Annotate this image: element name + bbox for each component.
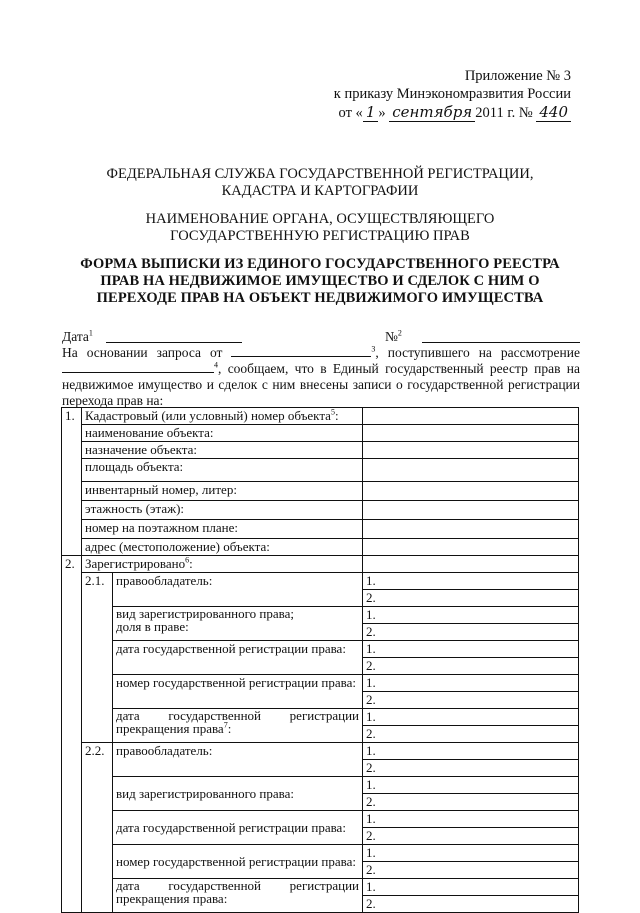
intro-paragraph: На основании запроса от $^3$, поступившего на рассмотрение $^4$, сообщаем, что в Единый государственный реестр прав на недвижимое имущество и сделок с ним внесены записи о государственной регистрации перехода прав на: [62,344,580,408]
appendix-block [334,67,571,122]
value-cell: 1. [363,641,579,658]
table-row [62,425,579,442]
value-cell: 2. [363,828,579,845]
section-number: 2. [62,556,82,913]
right-type-label: вид зарегистрированного права: [113,777,363,811]
service-heading: ФЕДЕРАЛЬНАЯ СЛУЖБА ГОСУДАРСТВЕННОЙ РЕГИСТРАЦИИ, КАДАСТРА И КАРТОГРАФИИ [106,166,534,199]
value-cell: 1. [363,845,579,862]
table-row [62,556,579,573]
value-cell [363,408,579,425]
reg-number-label: номер государственной регистрации права: [113,845,363,879]
table-row [62,675,579,692]
table-row [62,539,579,556]
cadastral-label: Кадастровый (или условный) номер объекта$^5$: [82,408,363,425]
form-title: ФОРМА ВЫПИСКИ ИЗ ЕДИНОГО ГОСУДАРСТВЕННОГО РЕЕСТРА ПРАВ НА НЕДВИЖИМОЕ ИМУЩЕСТВО И СДЕЛОК С НИМ О ПЕРЕХОДЕ ПРАВ НА ОБЪЕКТ НЕДВИЖИМОГО ИМУЩЕСТВА [80,256,560,306]
value-cell: 2. [363,692,579,709]
reg-number-label: номер государственной регистрации права: [113,675,363,709]
table-row [62,811,579,828]
registered-label: Зарегистрировано$^6$: [82,556,363,573]
value-cell [363,425,579,442]
end-date-label: дата государственной регистрации прекращения права$^7$: [113,709,363,743]
field-label: адрес (местоположение) объекта: [82,539,363,556]
date-label: Дата$^1$ [62,328,93,344]
number-label: №$^2$ [385,328,402,344]
organ-heading: НАИМЕНОВАНИЕ ОРГАНА, ОСУЩЕСТВЛЯЮЩЕГО ГОСУДАРСТВЕННУЮ РЕГИСТРАЦИЮ ПРАВ [145,211,495,244]
value-cell: 1. [363,811,579,828]
value-cell: 2. [363,658,579,675]
field-label: площадь объекта: [82,459,363,482]
table-row [62,501,579,520]
value-cell: 1. [363,879,579,896]
field-label: этажность (этаж): [82,501,363,520]
reg-date-label: дата государственной регистрации права: [113,811,363,845]
table-row [62,879,579,896]
appendix-title: Приложение № 3 [464,68,571,84]
value-cell: 1. [363,573,579,590]
holder-label: правообладатель: [113,743,363,777]
request-date-blank [231,345,371,357]
table-row [62,442,579,459]
value-cell [363,442,579,459]
value-cell: 2. [363,794,579,811]
reg-date-label: дата государственной регистрации права: [113,641,363,675]
date-blank [106,342,242,343]
table-row [62,607,579,624]
table-row [62,408,579,425]
handwritten-day: 1 [363,103,379,122]
subsection-number: 2.2. [82,743,113,913]
table-row [62,459,579,482]
right-type-label: вид зарегистрированного права; доля в праве: [113,607,363,641]
field-label: инвентарный номер, литер: [82,482,363,501]
value-cell: 2. [363,590,579,607]
table-row [62,709,579,726]
appendix-date-line: от « 1 » сентября 2011 г. № 440 [334,103,571,122]
value-cell: 2. [363,624,579,641]
section-number: 1. [62,408,82,556]
value-cell [363,520,579,539]
table-row [62,573,579,590]
table-row [62,641,579,658]
table-row [62,520,579,539]
field-label: назначение объекта: [82,442,363,459]
value-cell [363,539,579,556]
value-cell: 2. [363,896,579,913]
value-cell: 1. [363,675,579,692]
end-date-label: дата государственной регистрации прекращения права: [113,879,363,913]
handwritten-number: 440 [536,103,571,122]
handwritten-month: сентября [389,103,475,122]
value-cell: 1. [363,607,579,624]
value-cell: 1. [363,709,579,726]
value-cell: 2. [363,726,579,743]
appendix-order: к приказу Минэкономразвития России [333,86,571,102]
field-label: наименование объекта: [82,425,363,442]
value-cell [363,556,579,573]
value-cell [363,501,579,520]
date-number-row [62,329,580,345]
subsection-number: 2.1. [82,573,113,743]
number-blank [422,342,580,343]
table-row [62,482,579,501]
value-cell [363,459,579,482]
value-cell [363,482,579,501]
received-date-blank [62,361,214,373]
holder-label: правообладатель: [113,573,363,607]
value-cell: 2. [363,760,579,777]
field-label: номер на поэтажном плане: [82,520,363,539]
table-row [62,743,579,760]
table-row [62,845,579,862]
extract-table [61,407,579,913]
value-cell: 2. [363,862,579,879]
table-row [62,777,579,794]
value-cell: 1. [363,777,579,794]
value-cell: 1. [363,743,579,760]
